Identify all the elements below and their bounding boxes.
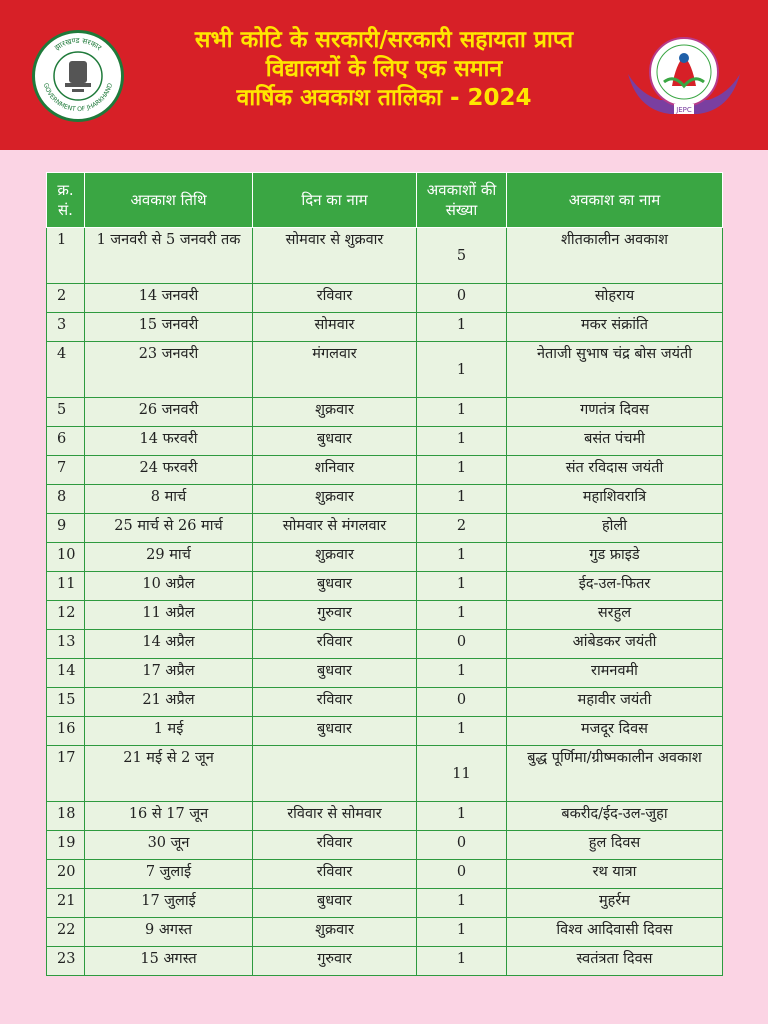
- cell-date: 16 से 17 जून: [85, 802, 253, 831]
- cell-count: 1: [417, 659, 507, 688]
- table-row: [47, 860, 723, 889]
- table-row: [47, 313, 723, 342]
- cell-day: सोमवार: [253, 313, 417, 342]
- jepc-logo-text: JEPC: [676, 106, 692, 114]
- col-header-date: अवकाश तिथि: [85, 173, 253, 228]
- cell-name: रामनवमी: [507, 659, 723, 688]
- cell-count: 1: [417, 918, 507, 947]
- cell-day: गुरुवार: [253, 601, 417, 630]
- cell-date: 10 अप्रैल: [85, 572, 253, 601]
- cell-day: शुक्रवार: [253, 398, 417, 427]
- cell-sn: 17: [47, 746, 85, 802]
- table-row: [47, 601, 723, 630]
- cell-date: 21 मई से 2 जून: [85, 746, 253, 802]
- cell-sn: 18: [47, 802, 85, 831]
- table-header-row: [47, 173, 723, 228]
- cell-count: 5: [417, 228, 507, 284]
- cell-count: 0: [417, 284, 507, 313]
- cell-name: स्वतंत्रता दिवस: [507, 947, 723, 976]
- cell-count: 0: [417, 630, 507, 659]
- cell-count: 1: [417, 947, 507, 976]
- cell-name: बुद्ध पूर्णिमा/ग्रीष्मकालीन अवकाश: [507, 746, 723, 802]
- cell-sn: 22: [47, 918, 85, 947]
- cell-count: 0: [417, 860, 507, 889]
- cell-count: 0: [417, 831, 507, 860]
- cell-sn: 8: [47, 485, 85, 514]
- cell-name: होली: [507, 514, 723, 543]
- cell-name: सरहुल: [507, 601, 723, 630]
- cell-count: 1: [417, 717, 507, 746]
- cell-sn: 5: [47, 398, 85, 427]
- holiday-table-container: [46, 172, 722, 976]
- table-row: [47, 889, 723, 918]
- cell-count: 2: [417, 514, 507, 543]
- cell-date: 29 मार्च: [85, 543, 253, 572]
- cell-date: 17 अप्रैल: [85, 659, 253, 688]
- cell-date: 17 जुलाई: [85, 889, 253, 918]
- cell-date: 25 मार्च से 26 मार्च: [85, 514, 253, 543]
- table-row: [47, 514, 723, 543]
- cell-count: 1: [417, 543, 507, 572]
- table-row: [47, 427, 723, 456]
- holiday-table: [46, 172, 723, 976]
- cell-date: 24 फरवरी: [85, 456, 253, 485]
- cell-date: 14 अप्रैल: [85, 630, 253, 659]
- cell-date: 7 जुलाई: [85, 860, 253, 889]
- cell-date: 15 अगस्त: [85, 947, 253, 976]
- cell-sn: 16: [47, 717, 85, 746]
- jepc-logo-icon: [624, 34, 744, 126]
- cell-count: 1: [417, 456, 507, 485]
- cell-name: ईद-उल-फितर: [507, 572, 723, 601]
- seal-top-text: झारखण्ड सरकार: [52, 35, 104, 53]
- table-row: [47, 659, 723, 688]
- cell-date: 8 मार्च: [85, 485, 253, 514]
- cell-sn: 23: [47, 947, 85, 976]
- cell-name: गुड फ्राइडे: [507, 543, 723, 572]
- title-line-3: वार्षिक अवकाश तालिका - 2024: [236, 85, 532, 111]
- cell-day: बुधवार: [253, 717, 417, 746]
- cell-count: 1: [417, 342, 507, 398]
- cell-day: रविवार: [253, 831, 417, 860]
- col-header-count: अवकाशों की संख्या: [417, 173, 507, 228]
- cell-name: महाशिवरात्रि: [507, 485, 723, 514]
- cell-sn: 7: [47, 456, 85, 485]
- cell-count: 1: [417, 889, 507, 918]
- cell-date: 14 जनवरी: [85, 284, 253, 313]
- cell-count: 0: [417, 688, 507, 717]
- cell-sn: 14: [47, 659, 85, 688]
- cell-date: 1 मई: [85, 717, 253, 746]
- cell-date: 21 अप्रैल: [85, 688, 253, 717]
- table-row: [47, 630, 723, 659]
- cell-day: गुरुवार: [253, 947, 417, 976]
- col-header-day: दिन का नाम: [253, 173, 417, 228]
- cell-sn: 11: [47, 572, 85, 601]
- cell-sn: 13: [47, 630, 85, 659]
- cell-day: बुधवार: [253, 659, 417, 688]
- cell-name: बकरीद/ईद-उल-जुहा: [507, 802, 723, 831]
- header-banner: [0, 0, 768, 150]
- table-row: [47, 831, 723, 860]
- cell-count: 1: [417, 572, 507, 601]
- cell-sn: 19: [47, 831, 85, 860]
- cell-date: 30 जून: [85, 831, 253, 860]
- cell-day: शुक्रवार: [253, 918, 417, 947]
- cell-name: सोहराय: [507, 284, 723, 313]
- cell-day: शुक्रवार: [253, 543, 417, 572]
- cell-date: 23 जनवरी: [85, 342, 253, 398]
- cell-day: रविवार: [253, 630, 417, 659]
- table-row: [47, 543, 723, 572]
- cell-day: रविवार से सोमवार: [253, 802, 417, 831]
- cell-day: बुधवार: [253, 572, 417, 601]
- cell-name: बसंत पंचमी: [507, 427, 723, 456]
- cell-sn: 9: [47, 514, 85, 543]
- table-row: [47, 918, 723, 947]
- cell-count: 11: [417, 746, 507, 802]
- cell-day: रविवार: [253, 284, 417, 313]
- cell-sn: 12: [47, 601, 85, 630]
- cell-sn: 10: [47, 543, 85, 572]
- cell-day: बुधवार: [253, 889, 417, 918]
- cell-sn: 6: [47, 427, 85, 456]
- cell-count: 1: [417, 601, 507, 630]
- table-row: [47, 456, 723, 485]
- cell-sn: 4: [47, 342, 85, 398]
- cell-sn: 3: [47, 313, 85, 342]
- cell-name: नेताजी सुभाष चंद्र बोस जयंती: [507, 342, 723, 398]
- cell-name: आंबेडकर जयंती: [507, 630, 723, 659]
- cell-date: 11 अप्रैल: [85, 601, 253, 630]
- cell-day: सोमवार से शुक्रवार: [253, 228, 417, 284]
- cell-sn: 2: [47, 284, 85, 313]
- table-row: [47, 398, 723, 427]
- cell-name: रथ यात्रा: [507, 860, 723, 889]
- cell-date: 26 जनवरी: [85, 398, 253, 427]
- cell-day: [253, 746, 417, 802]
- cell-date: 9 अगस्त: [85, 918, 253, 947]
- title-line-2: विद्यालयों के लिए एक समान: [265, 56, 503, 82]
- seal-bottom-text: GOVERNMENT OF JHARKHAND: [41, 82, 115, 114]
- svg-text:झारखण्ड सरकार: [53, 36, 104, 53]
- cell-day: सोमवार से मंगलवार: [253, 514, 417, 543]
- cell-count: 1: [417, 802, 507, 831]
- cell-sn: 20: [47, 860, 85, 889]
- cell-day: शुक्रवार: [253, 485, 417, 514]
- table-row: [47, 717, 723, 746]
- cell-name: शीतकालीन अवकाश: [507, 228, 723, 284]
- table-row: [47, 572, 723, 601]
- table-row: [47, 485, 723, 514]
- table-row: [47, 342, 723, 398]
- cell-name: गणतंत्र दिवस: [507, 398, 723, 427]
- table-row: [47, 688, 723, 717]
- cell-day: रविवार: [253, 860, 417, 889]
- table-row: [47, 802, 723, 831]
- col-header-name: अवकाश का नाम: [507, 173, 723, 228]
- table-row: [47, 284, 723, 313]
- col-header-sn: क्र. सं.: [47, 173, 85, 228]
- cell-name: हुल दिवस: [507, 831, 723, 860]
- table-row: [47, 746, 723, 802]
- cell-day: मंगलवार: [253, 342, 417, 398]
- cell-name: मुहर्रम: [507, 889, 723, 918]
- cell-sn: 21: [47, 889, 85, 918]
- cell-sn: 15: [47, 688, 85, 717]
- cell-count: 1: [417, 398, 507, 427]
- cell-name: संत रविदास जयंती: [507, 456, 723, 485]
- cell-date: 14 फरवरी: [85, 427, 253, 456]
- cell-sn: 1: [47, 228, 85, 284]
- cell-count: 1: [417, 485, 507, 514]
- cell-day: शनिवार: [253, 456, 417, 485]
- table-row: [47, 228, 723, 284]
- jharkhand-government-seal-icon: [32, 30, 124, 122]
- cell-name: मकर संक्रांति: [507, 313, 723, 342]
- title-line-1: सभी कोटि के सरकारी/सरकारी सहायता प्राप्त: [194, 27, 574, 53]
- cell-name: महावीर जयंती: [507, 688, 723, 717]
- cell-date: 1 जनवरी से 5 जनवरी तक: [85, 228, 253, 284]
- cell-name: मजदूर दिवस: [507, 717, 723, 746]
- cell-name: विश्व आदिवासी दिवस: [507, 918, 723, 947]
- table-row: [47, 947, 723, 976]
- cell-count: 1: [417, 427, 507, 456]
- cell-count: 1: [417, 313, 507, 342]
- cell-day: रविवार: [253, 688, 417, 717]
- cell-day: बुधवार: [253, 427, 417, 456]
- page-title: [128, 26, 640, 113]
- cell-date: 15 जनवरी: [85, 313, 253, 342]
